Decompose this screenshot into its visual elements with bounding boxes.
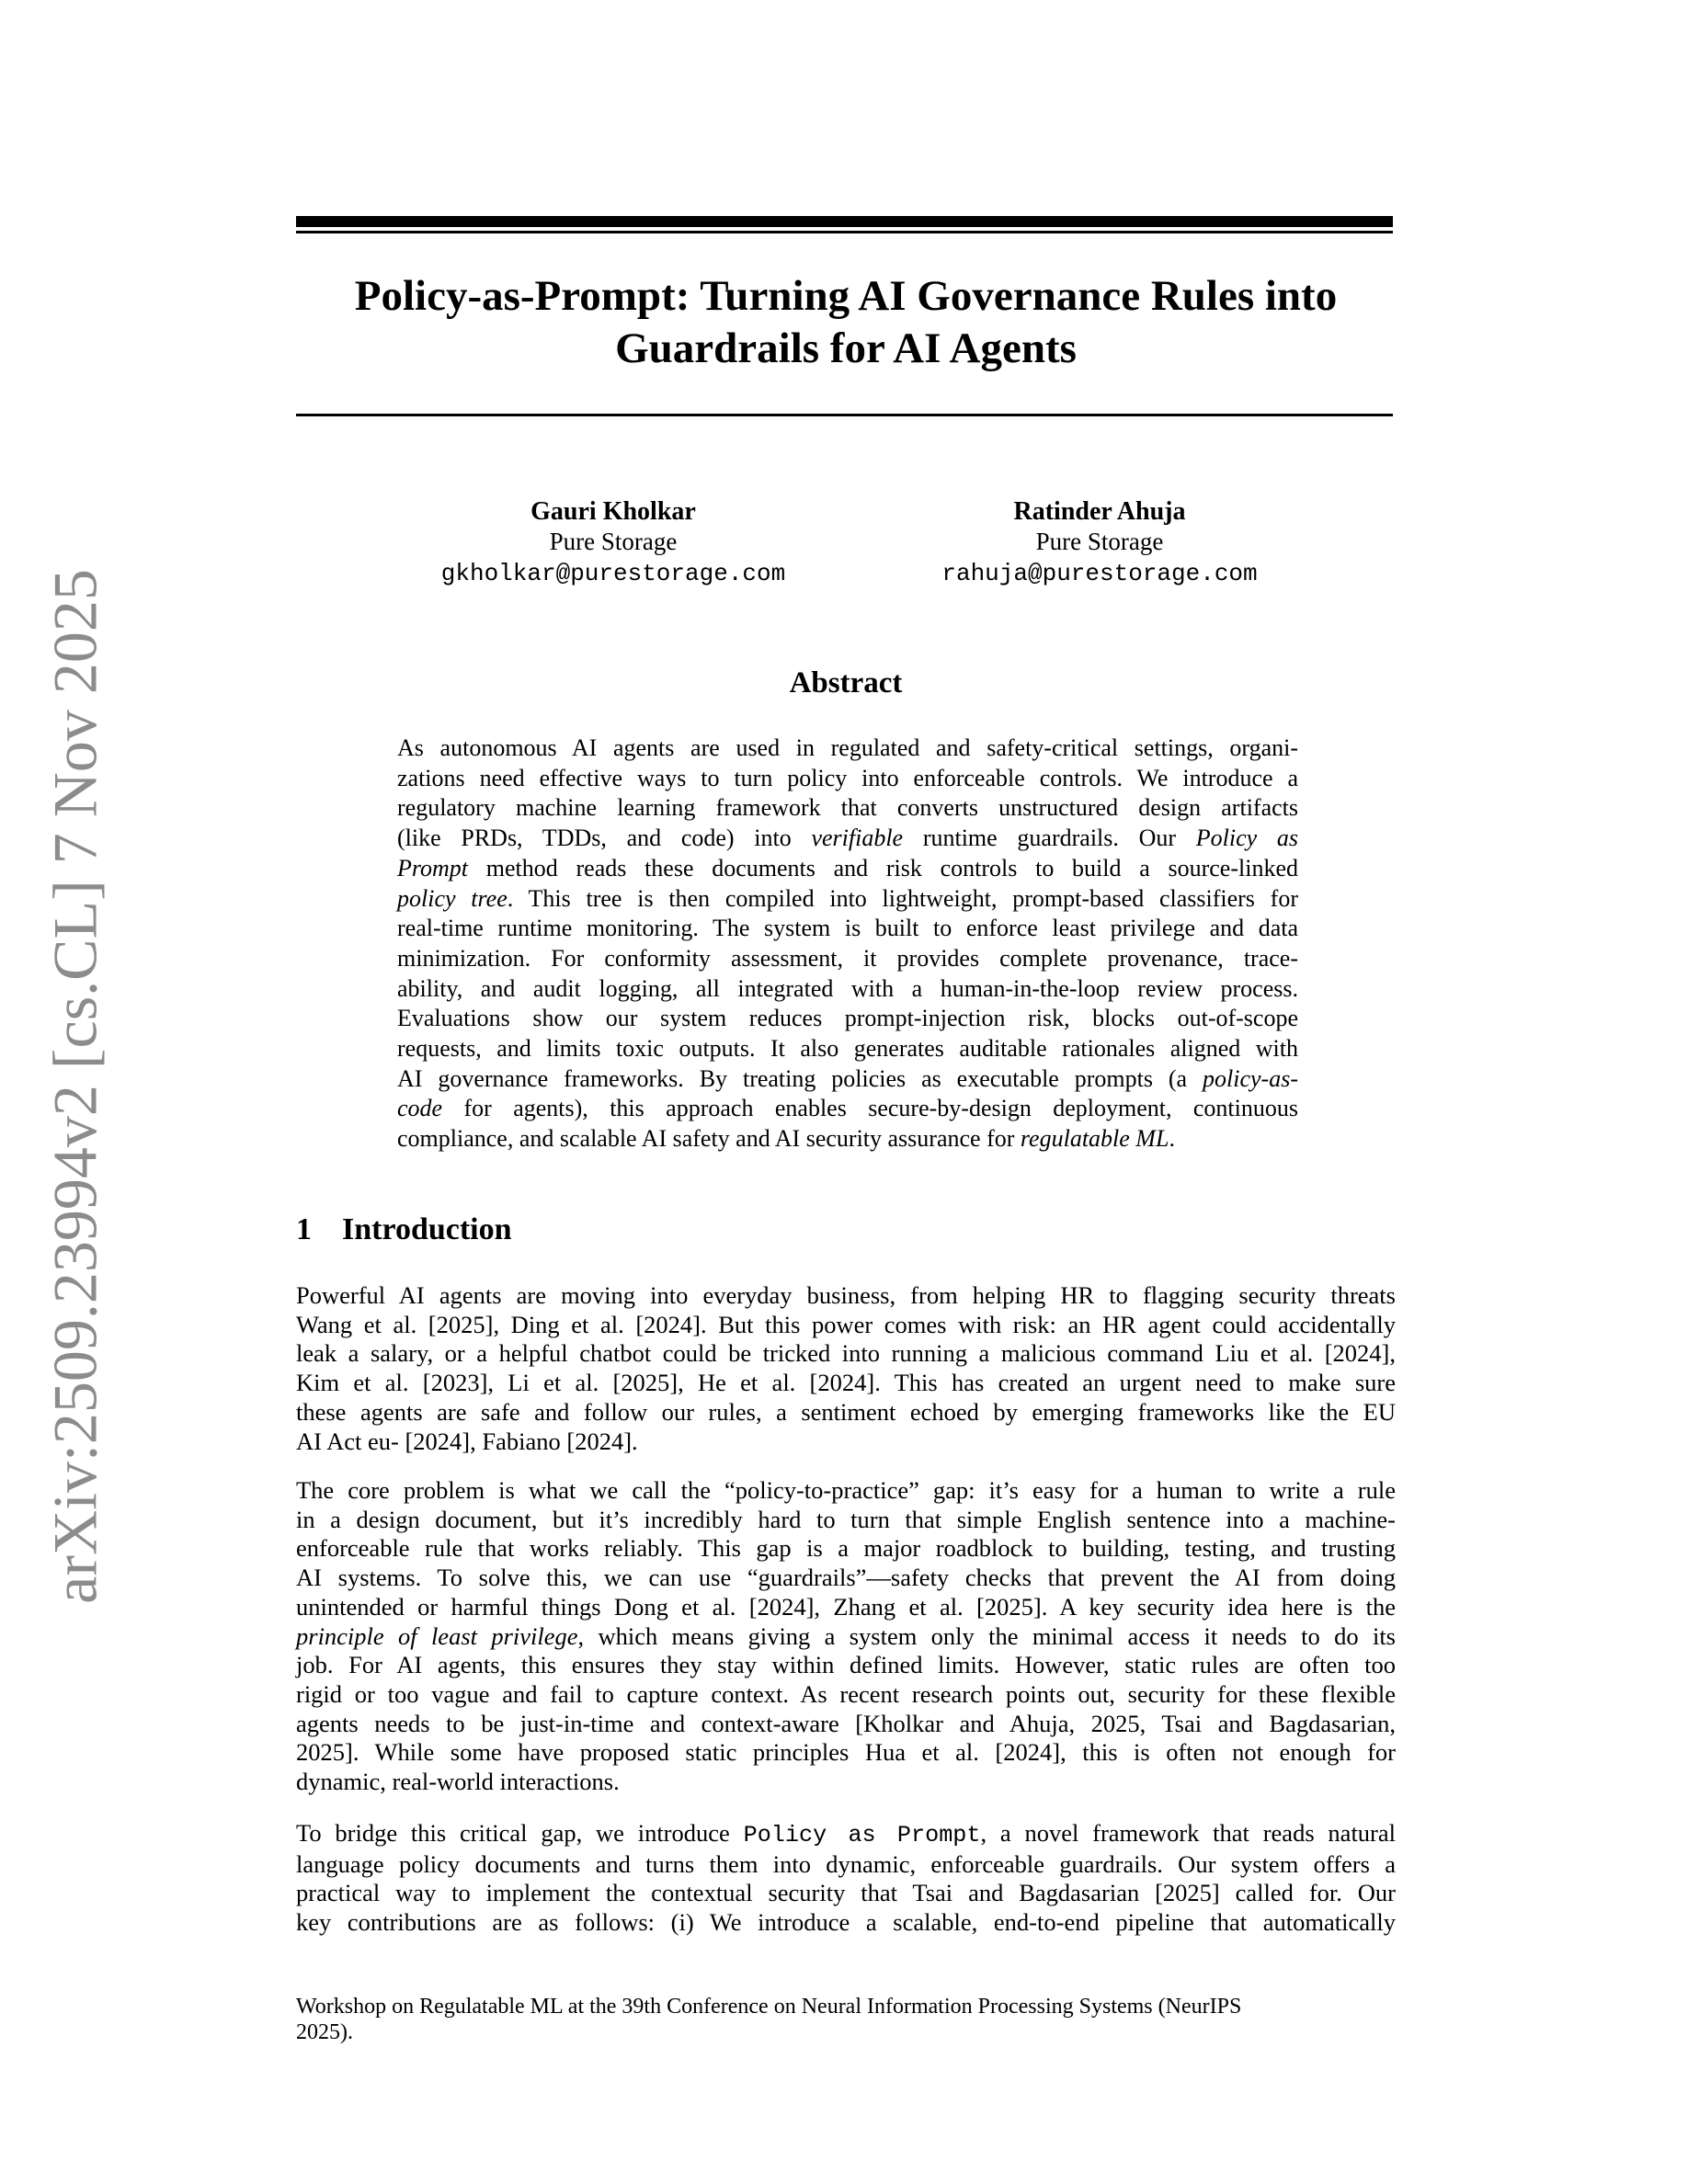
text-line [296,1564,1396,1593]
text-line [296,1710,1396,1739]
emphasized-text: Policy as [1195,825,1298,852]
author-card [441,496,785,589]
title-rule-top-thin [296,231,1393,233]
intro-paragraph-2 [296,1476,1396,1797]
body-text: Kim et al. [2023], Li et al. [2025], He et al. [2024]. This has created an urgent need to make sure [296,1369,1396,1397]
body-text: requests, and limits toxic outputs. It also generates auditable rationales aligned with [397,1035,1298,1063]
text-line [397,1094,1298,1124]
text-line [296,1428,1396,1457]
text-line [296,1311,1396,1340]
author-card [941,496,1257,589]
text-line [397,1124,1298,1155]
text-line [397,944,1298,974]
text-line [296,1738,1396,1768]
body-text: 2025]. While some have proposed static principles Hua et al. [2024], this is often not enough for [296,1738,1396,1767]
text-line [296,1593,1396,1622]
body-text: leak a salary, or a helpful chatbot could be tricked into running a malicious command Liu et al. [2024], [296,1339,1396,1368]
text-line [296,1651,1396,1680]
text-line [397,1004,1298,1034]
body-text: Evaluations show our system reduces prompt-injection risk, blocks out-of-scope [397,1005,1298,1032]
title-rule-top-thick [296,216,1393,227]
section-title: Introduction [342,1212,512,1246]
emphasized-text: policy tree [397,884,508,912]
text-line [397,1034,1298,1064]
emphasized-text: principle of least privilege [296,1621,578,1650]
body-text: regulatory machine learning framework that converts unstructured design artifacts [397,794,1298,822]
text-line [397,824,1298,854]
body-text: zations need effective ways to turn policy into enforceable controls. We introduce a [397,764,1298,791]
text-line [397,1064,1298,1095]
body-text: The core problem is what we call the “policy-to-practice” gap: it’s easy for a human to write a rule [296,1476,1396,1504]
body-text: Wang et al. [2025], Ding et al. [2024]. But this power comes with risk: an HR agent could accidentally [296,1310,1396,1338]
body-text: Powerful AI agents are moving into everyday business, from helping HR to flagging security threats [296,1281,1396,1309]
page-content [296,0,1396,2184]
text-line [296,1398,1396,1428]
text-line [397,793,1298,824]
body-text: To bridge this critical gap, we introduce [296,1819,744,1847]
body-text: ability, and audit logging, all integrated with a human-in-the-loop review process. [397,974,1298,1002]
body-text: key contributions are as follows: (i) We introduce a scalable, end-to-end pipeline that automatically [296,1908,1396,1937]
intro-paragraph-3 [296,1819,1396,1938]
author-name: Ratinder Ahuja [1013,497,1186,526]
text-line [296,1879,1396,1908]
text-line [296,1476,1396,1506]
arxiv-watermark: arXiv:2509.23994v2 [cs.CL] 7 Nov 2025 [40,569,110,1604]
section-heading-introduction [296,1211,1396,1249]
conference-footnote [296,1994,1396,2045]
author-email: rahuja@purestorage.com [941,560,1258,587]
author-email: gkholkar@purestorage.com [440,560,786,587]
author-affiliation: Pure Storage [549,528,678,555]
body-text: language policy documents and turns them into dynamic, enforceable guardrails. Our system offers a [296,1849,1396,1878]
author-name: Gauri Kholkar [530,497,696,526]
conference-footnote-line-2: 2025). [296,2020,353,2044]
abstract-text [397,734,1298,1155]
text-line [296,1506,1396,1535]
conference-footnote-line-1: Workshop on Regulatable ML at the 39th Conference on Neural Information Processing Systems (NeurIPS [296,1995,1242,2019]
body-text: . This tree is then compiled into lightweight, prompt-based classifiers for [507,884,1299,912]
text-line [296,1819,1396,1850]
body-text: AI governance frameworks. By treating policies as executable prompts (a [397,1064,1203,1092]
body-text: agents needs to be just-in-time and context-aware [Kholkar and Ahuja, 2025, Tsai and Bagdasarian, [296,1709,1396,1737]
body-text: , a novel framework that reads natural [980,1819,1397,1847]
text-line [397,914,1298,944]
body-text: (like PRDs, TDDs, and code) into [397,825,812,852]
text-line [296,1369,1396,1398]
emphasized-text: verifiable [811,825,904,852]
body-text: practical way to implement the contextual security that Tsai and Bagdasarian [2025] called for. Our [296,1879,1396,1907]
body-text: runtime guardrails. Our [903,825,1196,852]
body-text: dynamic, real-world interactions. [296,1768,620,1796]
body-text: minimization. For conformity assessment, it provides complete provenance, trace- [397,944,1298,972]
text-line [397,734,1298,764]
body-text: real-time runtime monitoring. The system is built to enforce least privilege and data [397,915,1298,942]
emphasized-text: regulatable ML [1020,1125,1169,1153]
text-line [296,1908,1396,1938]
authors-block [296,496,1396,607]
body-text: these agents are safe and follow our rules, a sentiment echoed by emerging frameworks like the EU [296,1397,1396,1426]
emphasized-text: Prompt [397,854,469,882]
text-line [296,1850,1396,1880]
author-affiliation: Pure Storage [1035,528,1164,555]
text-line [296,1339,1396,1369]
body-text: compliance, and scalable AI safety and AI security assurance for [397,1125,1021,1153]
section-number: 1 [296,1212,312,1246]
text-line [296,1534,1396,1564]
text-line [296,1622,1396,1652]
emphasized-text: policy-as- [1203,1064,1298,1092]
body-text: for agents), this approach enables secure-by-design deployment, continuous [442,1095,1298,1122]
body-text: , which means giving a system only the minimal access it needs to do its [577,1621,1396,1650]
body-text: enforceable rule that works reliably. This gap is a major roadblock to building, testing, and trusting [296,1534,1396,1563]
paper-title-line-1: Policy-as-Prompt: Turning AI Governance Rules into [354,272,1338,320]
body-text: unintended or harmful things Dong et al. [2024], Zhang et al. [2025]. A key security idea here is the [296,1592,1396,1621]
body-text: AI systems. To solve this, we can use “guardrails”—safety checks that prevent the AI from doing [296,1564,1396,1592]
paper-title-line-2: Guardrails for AI Agents [615,324,1077,372]
text-line [397,974,1298,1005]
abstract-heading: Abstract [789,666,903,700]
body-text: As autonomous AI agents are used in regulated and safety-critical settings, organi- [397,734,1298,761]
body-text: . [1169,1125,1175,1153]
text-line [296,1281,1396,1311]
emphasized-text: code [397,1095,443,1122]
body-text: in a design document, but it’s incredibly hard to turn that simple English sentence into a machine- [296,1505,1396,1533]
title-rule-bottom [296,414,1393,416]
body-text: method reads these documents and risk controls to build a source-linked [468,854,1298,882]
paper-title [296,270,1396,375]
text-line [397,854,1298,884]
text-line [296,1768,1396,1797]
text-line [397,764,1298,794]
body-text: rigid or too vague and fail to capture context. As recent research points out, security for these flexible [296,1679,1396,1708]
inline-code-text: Policy as Prompt [743,1822,981,1848]
body-text: job. For AI agents, this ensures they stay within defined limits. However, static rules are often too [296,1651,1396,1679]
intro-paragraph-1 [296,1281,1396,1456]
text-line [397,884,1298,915]
text-line [296,1680,1396,1710]
body-text: AI Act eu- [2024], Fabiano [2024]. [296,1427,638,1455]
